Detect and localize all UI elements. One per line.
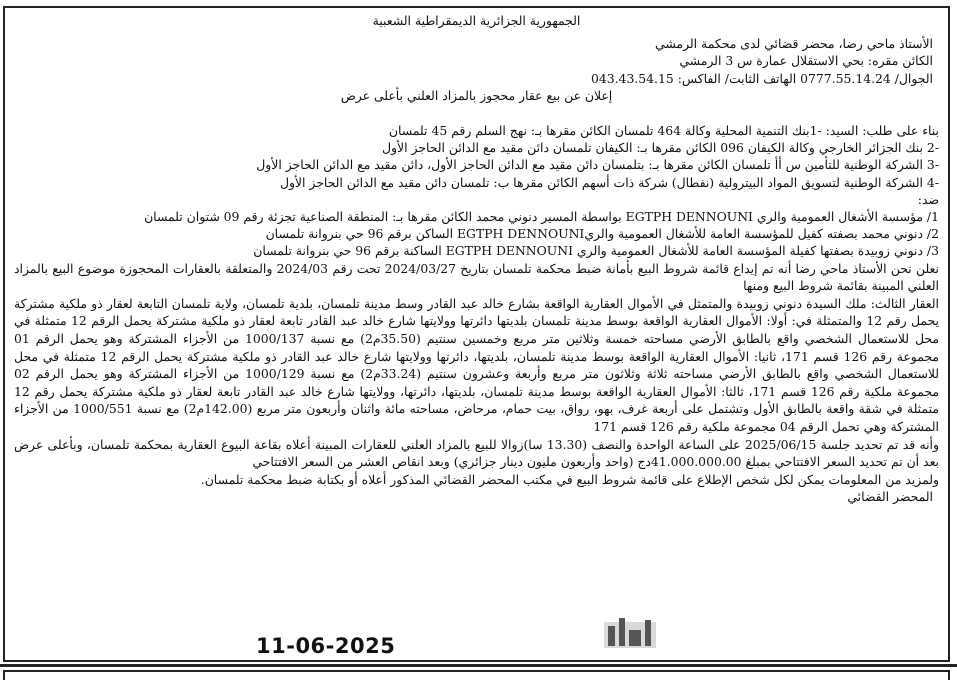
legal-notice [14, 12, 939, 506]
next-notice-frame [3, 670, 950, 680]
republic-heading: الجمهورية الجزائرية الديمقراطية الشعبية [372, 13, 581, 28]
defendant-line: 2/ دنوني محمد بصفته كفيل للمؤسسة العامة للأشغال العمومية والريEGTPH DENNOUNI الساكن برقم 96 حي بنروانة تلمسان [265, 226, 939, 242]
publication-date: 11-06-2025 [256, 634, 396, 658]
session-paragraph: وأنه قد تم تحديد جلسة 2025/06/15 على الساعة الواحدة والنصف (13.30 سا)زوالا للبيع بالمزاد العلني للعقارات المبينة أعلاه بقاعة البيوع العقارية بمحكمة تلمسان، وبأعلى عرض بعد أن تم تحديد السعر الافتتاحي بمبلغ 41.000.000.00دج (واحد وأربعون مليون دينار جزائري) وبعد انقاص العشر من السعر الافتتاحي [14, 436, 939, 470]
bailiff-address: الكائن مقره: بحي الاستقلال عمارة س 3 الرمشي [679, 53, 933, 69]
requester-line: -4 الشركة الوطنية لتسويق المواد البيترولية (نفطال) شركة ذات أسهم الكائن مقرها ب: تلمسان دائن مقيد مع الدائن الحاجز الأول [279, 174, 939, 190]
announcement-paragraph: نعلن نحن الأستاذ ماحي رضا أنه تم إيداع قائمة شروط البيع بأمانة ضبط محكمة تلمسان بتاريخ 2024/03/27 تحت رقم 2024/03 والمتعلقة بالعقارات المحجوزة موضوع البيع بالمزاد العلني المبينة بقائمة شروط البيع ومنها [14, 260, 939, 294]
defendant-line: 3/ دنوني زوبيدة بصفتها كفيلة المؤسسة العامة للأشغال العمومية والري EGTPH DENNOUNI الساكنة برقم 96 حي بنروانة تلمسان [253, 243, 939, 259]
info-paragraph: ولمزيد من المعلومات يمكن لكل شخص الإطلاع على قائمة شروط البيع في مكتب المحضر القضائي المذكور أعلاه أو بكتابة ضبط محكمة تلمسان. [200, 471, 939, 487]
requester-line: -3 الشركة الوطنية للتأمين س أأ تلمسان الكائن مقرها بـ: بتلمسان دائن مقيد مع الدائن الحاجز الأول، دائن مقيد مع الدائن الحاجز الأول [256, 157, 939, 173]
property-description: العقار الثالث: ملك السيدة دنوني زوبيدة والمتمثل في الأموال العقارية الواقعة بشارع خالد عبد القادر وسط مدينة تلمسان، بلدية تلمسان، ولاية تلمسان التابعة لعقار ذو ملكية مشتركة يحمل رقم 12 والمتمثلة في: أولا: الأموال العقارية الواقعة بوسط مدينة تلمسان بلديتها دائرتها وولايتها شارع خالد عبد القادر تابعة لعقار ذو ملكية مشتركة يحمل الرقم 12 متمثلة في محل للاستعمال الشخصي واقع بالطابق الأرضي مساحته خمسة وثلاثين متر مربع وخمسين سنتيم (35.50م2) مع نسبة 1000/137 من الأجزاء المشتركة وهو يحمل الرقم 01 مجموعة رقم 126 قسم 171، ثانيا: الأموال العقارية الواقعة بوسط مدينة تلمسان، بلديتها، دائرتها وولايتها شارع خالد عبد القادر ذو ملكية مشتركة يحمل الرقم 12 متمثلة في محل للاستعمال الشخصي واقع بالطابق الأرضي مساحته ثلاثة وثلاثون متر مربع وأربعة وعشرون سنتيم (33.24م2) مع نسبة 1000/129 من الأجزاء المشتركة وهو يحمل الرقم 02 مجموعة ملكية رقم 126 قسم 171، ثالثا: الأموال العقارية الواقعة بوسط مدينة تلمسان، بلديتها، دائرتها، وولايتها شارع خالد عبد القادر تابعة لعقار ذو ملكية مشتركة يحمل رقم 12 متمثلة في شقة واقعة بالطابق الأول وتشتمل على أربعة غرف، بهو، رواق، بيت حمام، مرحاض، مساحته مائة واثنان وأربعون متر مربع (142.00م2) مع نسبة 1000/551 من الأجزاء المشتركة وهي تحمل الرقم 04 مجموعة ملكية رقم 126 قسم 171 [14, 295, 940, 434]
bailiff-contacts: الجوال/ 0777.55.14.24 الهاتف الثابت/ الفاكس: 043.43.54.15 [591, 70, 933, 86]
defendant-line: 1/ مؤسسة الأشغال العمومية والري EGTPH DENNOUNI بواسطة المسير دنوني محمد الكائن مقرها بـ: المنطقة الصناعية تجزئة رقم 09 شتوان تلمسان [144, 209, 939, 225]
bailiff-name: الأستاذ ماحي رضا، محضر قضائي لدى محكمة الرمشي [655, 36, 933, 52]
requester-line: -2 بنك الجزائر الخارجي وكالة الكيفان 096 الكائن مقرها بـ: الكيفان تلمسان دائن مقيد مع الدائن الحاجز الأول [382, 140, 939, 156]
divider [0, 664, 957, 667]
signature: المحضر القضائي [847, 489, 933, 505]
newspaper-logo [598, 612, 662, 658]
against-label: ضد: [917, 191, 939, 207]
notice-title: إعلان عن بيع عقار محجوز بالمزاد العلني بأعلى عرض [340, 87, 613, 103]
requester-line: بناء على طلب: السيد: -1بنك التنمية المحلية وكالة 464 تلمسان الكائن مقرها بـ: نهج السلم رقم 45 تلمسان [388, 123, 939, 139]
footer [0, 606, 957, 664]
